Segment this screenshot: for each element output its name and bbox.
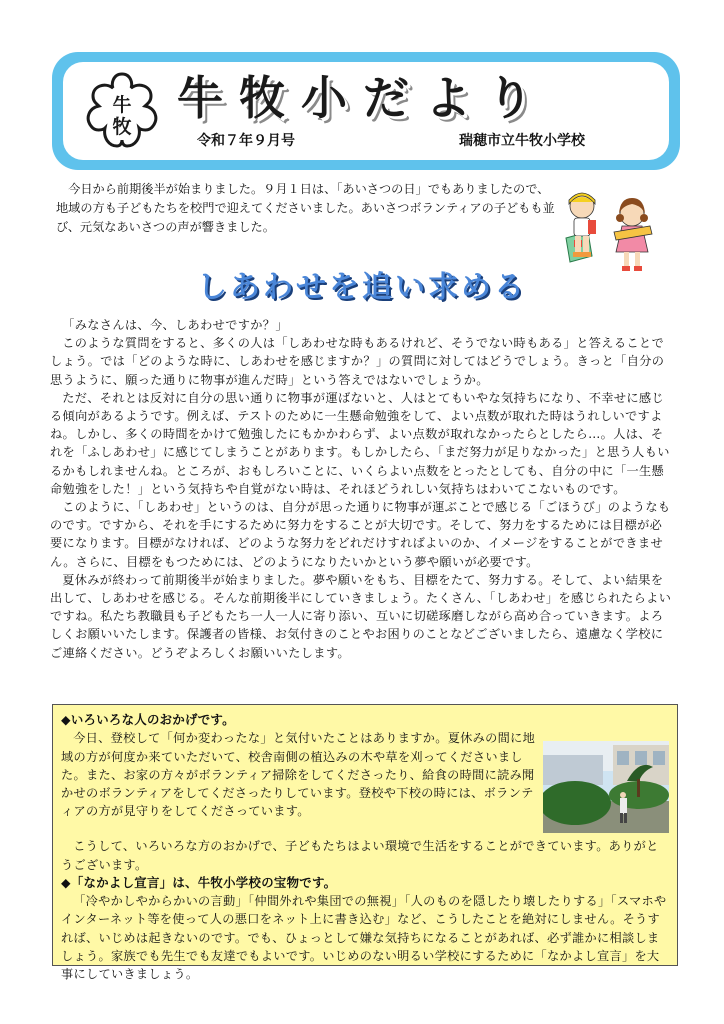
masthead-banner — [52, 52, 680, 170]
section-paragraph: こうして、いろいろな方のおかげで、子どもたちはよい環境で生活をすることができています。ありがとうございます。 — [61, 839, 659, 872]
feature-paragraph: 夏休みが終わって前期後半が始まりました。夢や願いをもち、目標をたて、努力する。そして、よい結果を出して、しあわせを感じる。そんな前期後半にしていきましょう。たくさん、「しあわせ」を感じられたらよいですね。私たち教職員も子どもたち一人一人に寄り添い、互いに切磋琢磨しながら高め合っていきます。よろしくお願いいたします。保護者の皆様、お気付きのことやお困りのことなどございましたら、遠慮なく学校にご連絡ください。どうぞよろしくお願いいたします。 — [50, 572, 672, 660]
section-title-nakayoshi: ◆「なかよし宣言」は、牛牧小学校の宝物です。 — [61, 874, 337, 890]
feature-paragraph: このように、「しあわせ」というのは、自分が思った通りに物事が運ぶことで感じる「ごほうび」のようなものです。ですから、それを手にするために努力をすることが大切です。そして、努力をするためには目標が必要になります。目標がなければ、どのような努力をどれだけすればよいのか、イメージをすることができません。さらに、目標をもつためには、どのようになりたいかという夢や願いが必要です。 — [50, 500, 671, 569]
emblem-char-bottom: 牧 — [112, 116, 132, 138]
feature-body — [50, 316, 674, 662]
masthead-panel — [63, 62, 669, 160]
intro-paragraph: 今日から前期後半が始まりました。９月１日は、「あいさつの日」でもありましたので、地域の方も子どもたちを校門で迎えてくださいました。あいさつボランティアの子どもも並び、元気なあいさつの声が響きました。 — [56, 182, 555, 234]
feature-paragraph: ただ、それとは反対に自分の思い通りに物事が運ばないと、人はとてもいやな気持ちになり、不幸せに感じる傾向があるようです。例えば、テストのために一生懸命勉強をして、よい点数が取れた時はうれしいですよね。しかし、多くの時間をかけて勉強したにもかかわらず、よい点数が取れなかったらとしたら…。人は、それを「ふしあわせ」に感じてしまうことがあります。もしかしたら、「まだ努力が足りなかった」と思う人もいるかもしれませんね。ところが、おもしろいことに、いくらよい点数をとったとしても、自分の中に「一生懸命勉強をした！」という気持ちや自覚がない時は、それほどうれしい気持ちはわいてこないものです。 — [50, 390, 670, 496]
school-name: 瑞穂市立牛牧小学校 — [459, 133, 585, 149]
notice-box — [52, 704, 678, 982]
emblem-char-top: 牛 — [112, 94, 132, 116]
feature-paragraph: このような質問をすると、多くの人は「しあわせな時もあるけれど、そうでない時もある」と答えることでしょう。では「どのような時に、しあわせを感じますか？」の質問に対してはどうでしょう。きっと「自分の思うように、願った通りに物事が進んだ時」という答えではないでしょうか。 — [50, 336, 665, 387]
children-illustration-icon — [558, 186, 658, 278]
issue-date: 令和７年９月号 — [197, 133, 295, 149]
section-paragraph: 今日、登校して「何か変わったな」と気付いたことはありますか。夏休みの間に地域の方が何度か来ていただいて、校舎南側の植込みの木や草を刈ってくださいました。また、お家の方々がボランティア掃除をしてくださったり、給食の時間に読み聞かせのボランティアをしてくださったりしています。登校や下校の時には、ボランティアの方が見守りをしてくださっています。 — [61, 731, 536, 819]
newsletter-title: 牛牧小だより — [177, 71, 549, 125]
feature-title: しあわせを追い求める — [197, 270, 527, 305]
section-paragraph: 「冷やかしやからかいの言動」「仲間外れや集団での無視」「人のものを隠したり壊したりする」「スマホやインターネット等を使って人の悪口をネット上に書き込む」など、こうしたことを絶対にしません。そうすれば、いじめは起きないのです。でも、ひょっとして嫌な気持ちになることがあれば、必ず誰かに相談しましょう。家族でも先生でも友達でもよいです。いじめのない明るい学校にするために「なかよし宣言」を大事にしていきましょう。 — [61, 894, 667, 982]
feature-quote: 「みなさんは、今、しあわせですか？」 — [62, 318, 288, 332]
section-title-thanks: ◆いろいろな人のおかげです。 — [61, 712, 235, 727]
garden-photo-icon — [543, 741, 669, 833]
school-emblem-icon — [81, 70, 163, 152]
